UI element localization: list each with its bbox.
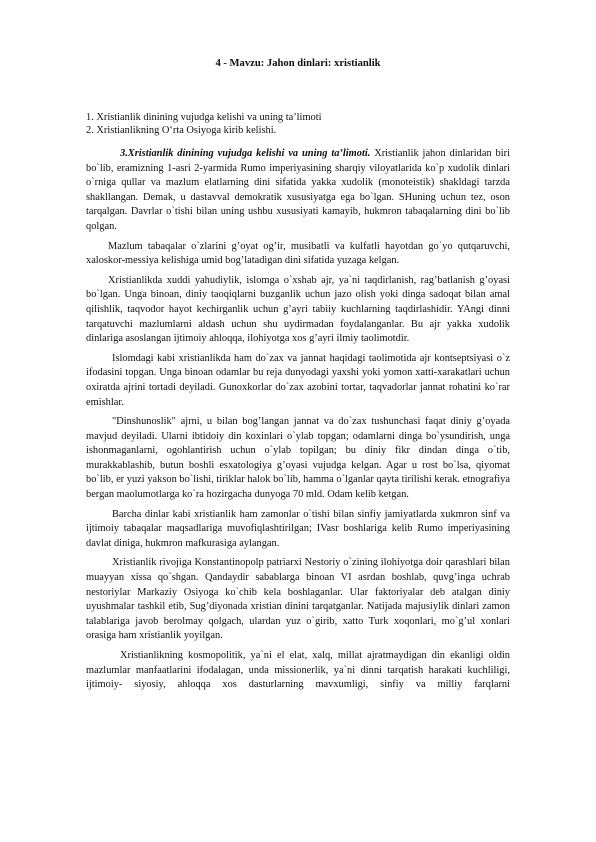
table-of-contents (86, 111, 516, 137)
page-title: 4 - Mavzu: Jahon dinlari: xristianlik (215, 58, 381, 69)
paragraph-4: Islomdagi kabi xristianlikda ham do`zax va jannat haqidagi taolimotida ajr kontseptsiyasi o`z ifodasini topgan. Unga binoan odamlar bu reja dunyodagi yaxshi yoki yomon xatti-xarakatlari uchun oxiratda ajrini tortadi deyiladi. Gunoxkorlar do`zax azobini tortar, taqvadorlar jannat rohatini ko`rar emishlar. (86, 352, 510, 408)
paragraph-6: Barcha dinlar kabi xristianlik ham zamonlar o`tishi bilan sinfiy jamiyatlarda xukmron sinf va ijtimoiy tabaqalar maqsadlariga muvofiqlashtirilgan; IVasr boshlariga kelib Rumo imperiyasining davlat diniga, hukmron mafkurasiga aylangan. (86, 508, 510, 549)
paragraph-7: Xristianlik rivojiga Konstantinopolp patriarxi Nestoriy o`zining ilohiyotga doir qarashlari bilan muayyan xissa qo`shgan. Qandaydir sabablarga binoan VI asrdan boshlab, quvg’inga uchrab nestoriylar Markaziy Osiyoga ko`chib kela boshlaganlar. Ular faktoriyalar deb atalgan diniy uyushmalar tashkil etib, Sug’diyonada xristian dinini tarqatganlar. Natijada majusiylik dinlari zamon talablariga javob berolmay qolgach, ulardan yuz o`girib, xatto Turk xoqonlari, mo`g’ul xonlari orasiga ham xristianlik yoyilgan. (86, 557, 510, 642)
paragraph-1 (86, 147, 510, 235)
section-heading: 3.Xristianlik dinining vujudga kelishi va uning ta’limoti. (120, 148, 371, 159)
paragraph-5: "Dinshunoslik" ajrni, u bilan bog’langan jannat va do`zax tushunchasi faqat diniy g’oyada mavjud deyiladi. Ularni ibtidoiy din koxinlari o`ylab topgan; odamlarni dinga bo`ysundirish, unga ishonmaganlarni, ogohlantirish uchun o`ylab topilgan; bu diniy fikr dindan dinga o`tib, murakkablashib, butun boshli esxatologiya g’oyasi vujudga kelgan. Agar u rost bo`lsa, qiyomat bo`lib, er yuzi yakson bo`lishi, tiriklar halok bo`lib, hamma o`lganlar qayta tirilishi kerak. etnografiya bergan maolumotlarga ko`ra hozirgacha dunyoga 70 mld. Odam kelib ketgan. (86, 416, 510, 501)
toc-item-1: 1. Xristianlik dinining vujudga kelishi va uning ta’limoti (86, 112, 322, 123)
paragraph-1-text: Xristianlik jahon dinlaridan biri bo`lib, eramizning 1-asri 2-yarmida Rumo imperiyasining sharqiy viloyatlarida ko`p xudolik dinlari o`rniga qullar va mazlum elatlarning dini sifatida yakka xudolik (monoteistik) shakldagi tarzda shakllangan. Demak, u dastavval demokratik xususiyatga ega bo`lgan. SHuning uchun tez, oson tarqalgan. Davrlar o`tishi bilan uning ushbu xususiyati kamayib, hukmron tabaqalarning dini bo`lib qolgan. (86, 148, 510, 232)
paragraph-2: Mazlum tabaqalar o`zlarini g’oyat og’ir, musibatli va kulfatli hayotdan go`yo qutqaruvchi, xaloskor-messiya kelishiga umid bog’latadigan dini sifatida yuzaga kelgan. (86, 240, 510, 267)
document-body (86, 147, 510, 698)
paragraph-8: Xristianlikning kosmopolitik, ya`ni el elat, xalq, millat ajratmaydigan din ekanligi oldin mazlumlar manfaatlarini ifodalagan, unda missionerlik, ya`ni dinni tarqatish harakati kuchliligi, ijtimoiy- siyosiy, ahloqqa xos dasturlarning mavxumligi, sinfiy va milliy farqlarni (86, 650, 510, 691)
toc-item-2: 2. Xristianlikning O‘rta Osiyoga kirib kelishi. (86, 125, 277, 136)
paragraph-3: Xristianlikda xuddi yahudiylik, islomga o`xshab ajr, ya`ni taqdirlanish, rag’batlanish g’oyasi bo`lgan. Unga binoan, diniy taoqiqlarni buzganlik uchun jazo olish yoki dinga sadoqat bilan amal qilishlik, taqvodor hayot kechirganlik uchun g’ayri tabiiy kuchlarning taqdirlashidir. YAngi dinni tarqatuvchi mazlumlarni aldash uchun shu uydirmadan foydalanganlar. Bu ajr yakka xudolik dinlariga asoslangan ijtimoiy ahloqqa, ilohiyotga xos g’ayri ilmiy taolimotdir. (86, 274, 510, 345)
